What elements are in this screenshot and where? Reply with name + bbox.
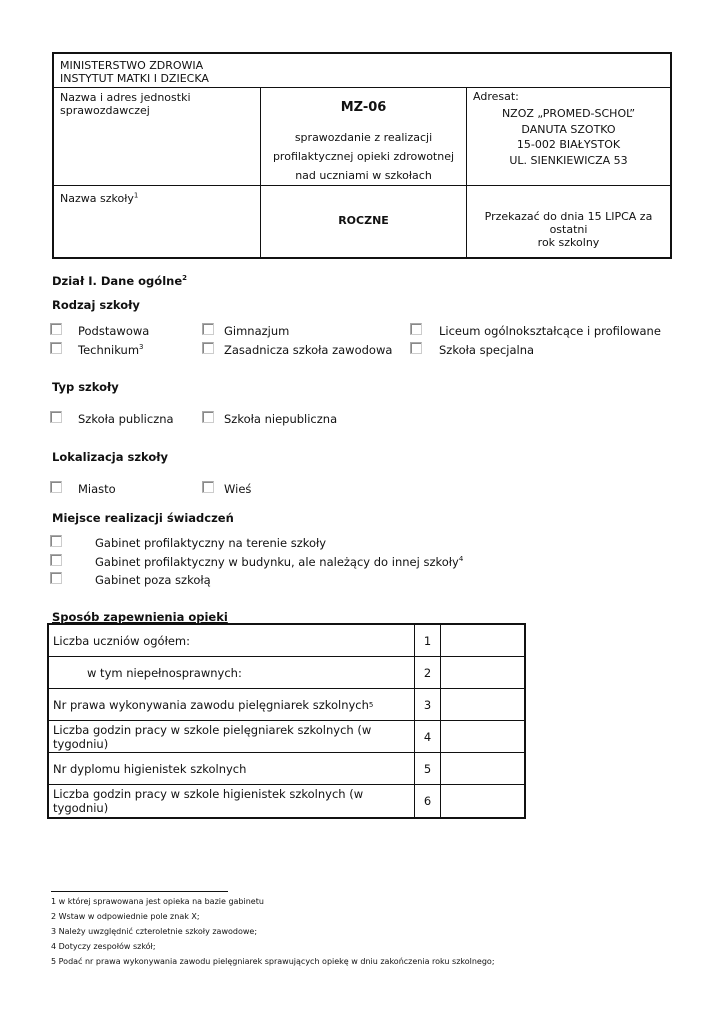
row-number: 4 xyxy=(415,721,441,752)
form-desc-line: profilaktycznej opieki zdrowotnej xyxy=(272,150,455,163)
checkbox-other-school[interactable] xyxy=(50,554,62,566)
service-place-title: Miejsce realizacji świadczeń xyxy=(52,511,234,525)
table-row xyxy=(49,625,524,657)
label-miasto: Miasto xyxy=(78,482,116,496)
row-number: 2 xyxy=(415,657,441,688)
label-zasadnicza: Zasadnicza szkoła zawodowa xyxy=(224,343,393,357)
divider xyxy=(54,185,670,186)
checkbox-technikum[interactable] xyxy=(50,342,62,354)
location-title: Lokalizacja szkoły xyxy=(52,450,169,464)
addressee-line: UL. SIENKIEWICZA 53 xyxy=(509,153,628,167)
label-publiczna: Szkoła publiczna xyxy=(78,412,174,426)
label-other-school xyxy=(95,555,463,569)
ministry-line: MINISTERSTWO ZDROWIA xyxy=(60,59,204,72)
addressee-line: 15-002 BIAŁYSTOK xyxy=(516,138,621,151)
deadline xyxy=(467,210,670,249)
footnote-ref: 2 xyxy=(182,274,187,283)
checkbox-wies[interactable] xyxy=(202,481,214,493)
table-row xyxy=(49,721,524,753)
unit-label xyxy=(60,91,191,117)
section-title-text: Dział I. Dane ogólne xyxy=(52,274,183,288)
row-number: 6 xyxy=(415,785,441,817)
row-number: 5 xyxy=(415,753,441,784)
footnote: 1 w której sprawowana jest opieka na bazie gabinetu xyxy=(51,897,264,906)
footnote: 4 Dotyczy zespołów szkół; xyxy=(51,942,156,951)
row-value-cell[interactable] xyxy=(441,753,524,784)
school-type-title: Rodzaj szkoły xyxy=(52,298,140,312)
footnote-ref: 4 xyxy=(458,555,464,564)
deadline-line: rok szkolny xyxy=(537,236,600,249)
checkbox-gimnazjum[interactable] xyxy=(202,323,214,335)
row-label: Nr prawa wykonywania zawodu pielęgniarek szkolnych 5 xyxy=(49,689,415,720)
form-desc-line: nad uczniami w szkołach xyxy=(295,169,432,182)
school-kind-title: Typ szkoły xyxy=(52,380,119,394)
label-specjalna: Szkoła specjalna xyxy=(439,343,535,357)
unit-label-line: sprawozdawczej xyxy=(60,104,150,117)
form-code: MZ-06 xyxy=(340,100,387,115)
footnote-ref: 3 xyxy=(139,343,144,352)
care-table xyxy=(47,623,526,819)
label-technikum xyxy=(78,343,144,357)
row-value-cell[interactable] xyxy=(441,785,524,817)
footnote: 5 Podać nr prawa wykonywania zawodu pielęgniarek sprawujących opiekę w dniu zakończenia roku szkolnego; xyxy=(51,957,495,966)
row-label: Liczba uczniów ogółem: xyxy=(49,625,415,656)
label-podstawowa: Podstawowa xyxy=(78,324,150,338)
table-row xyxy=(49,785,524,817)
footnote: 3 Należy uwzględnić czteroletnie szkoły zawodowe; xyxy=(51,927,258,936)
addressee-label: Adresat: xyxy=(473,90,519,103)
footnote: 2 Wstaw w odpowiednie pole znak X; xyxy=(51,912,200,921)
section-title xyxy=(52,274,187,288)
ministry-name xyxy=(60,59,209,85)
checkbox-liceum[interactable] xyxy=(410,323,422,335)
divider xyxy=(54,87,670,88)
row-label: w tym niepełnosprawnych: xyxy=(49,657,415,688)
row-number: 3 xyxy=(415,689,441,720)
row-value-cell[interactable] xyxy=(441,625,524,656)
deadline-line: Przekazać do dnia 15 LIPCA za ostatni xyxy=(484,210,653,236)
header-table xyxy=(52,52,672,259)
row-label: Liczba godzin pracy w szkole pielęgniarek szkolnych (w tygodniu) xyxy=(49,721,415,752)
footnote-separator xyxy=(51,891,228,892)
form-desc-line: sprawozdanie z realizacji xyxy=(294,131,433,144)
institute-line: INSTYTUT MATKI I DZIECKA xyxy=(60,72,209,85)
form-description xyxy=(261,128,466,185)
table-row xyxy=(49,689,524,721)
table-row xyxy=(49,657,524,689)
label-gimnazjum: Gimnazjum xyxy=(224,324,290,338)
label-wies: Wieś xyxy=(224,482,252,496)
report-period: ROCZNE xyxy=(338,214,389,227)
label-on-premises: Gabinet profilaktyczny na terenie szkoły xyxy=(95,536,327,550)
label-liceum: Liceum ogólnokształcące i profilowane xyxy=(439,324,661,338)
label-outside: Gabinet poza szkołą xyxy=(95,573,211,587)
school-name-label xyxy=(60,192,138,205)
addressee-line: DANUTA SZOTKO xyxy=(521,122,616,136)
checkbox-niepubliczna[interactable] xyxy=(202,411,214,423)
row-label: Liczba godzin pracy w szkole higienistek szkolnych (w tygodniu) xyxy=(49,785,415,817)
row-value-cell[interactable] xyxy=(441,689,524,720)
checkbox-on-premises[interactable] xyxy=(50,535,62,547)
row-label-text: Nr prawa wykonywania zawodu pielęgniarek szkolnych xyxy=(53,697,369,712)
unit-label-line: Nazwa i adres jednostki xyxy=(60,91,191,104)
table-row xyxy=(49,753,524,785)
checkbox-publiczna[interactable] xyxy=(50,411,62,423)
label-other-school-text: Gabinet profilaktyczny w budynku, ale należący do innej szkoły xyxy=(95,555,459,569)
checkbox-outside[interactable] xyxy=(50,572,62,584)
row-value-cell[interactable] xyxy=(441,721,524,752)
checkbox-specjalna[interactable] xyxy=(410,342,422,354)
school-name-label-text: Nazwa szkoły xyxy=(60,192,134,205)
footnote-ref: 1 xyxy=(133,191,139,200)
care-title: Sposób zapewnienia opieki xyxy=(52,610,228,624)
checkbox-podstawowa[interactable] xyxy=(50,323,62,335)
row-value-cell[interactable] xyxy=(441,657,524,688)
row-label: Nr dyplomu higienistek szkolnych xyxy=(49,753,415,784)
checkbox-miasto[interactable] xyxy=(50,481,62,493)
label-niepubliczna: Szkoła niepubliczna xyxy=(224,412,338,426)
row-number: 1 xyxy=(415,625,441,656)
addressee-address xyxy=(467,106,670,168)
addressee-line: NZOZ „PROMED-SCHOL” xyxy=(501,107,636,120)
checkbox-zasadnicza[interactable] xyxy=(202,342,214,354)
label-technikum-text: Technikum xyxy=(78,343,140,357)
